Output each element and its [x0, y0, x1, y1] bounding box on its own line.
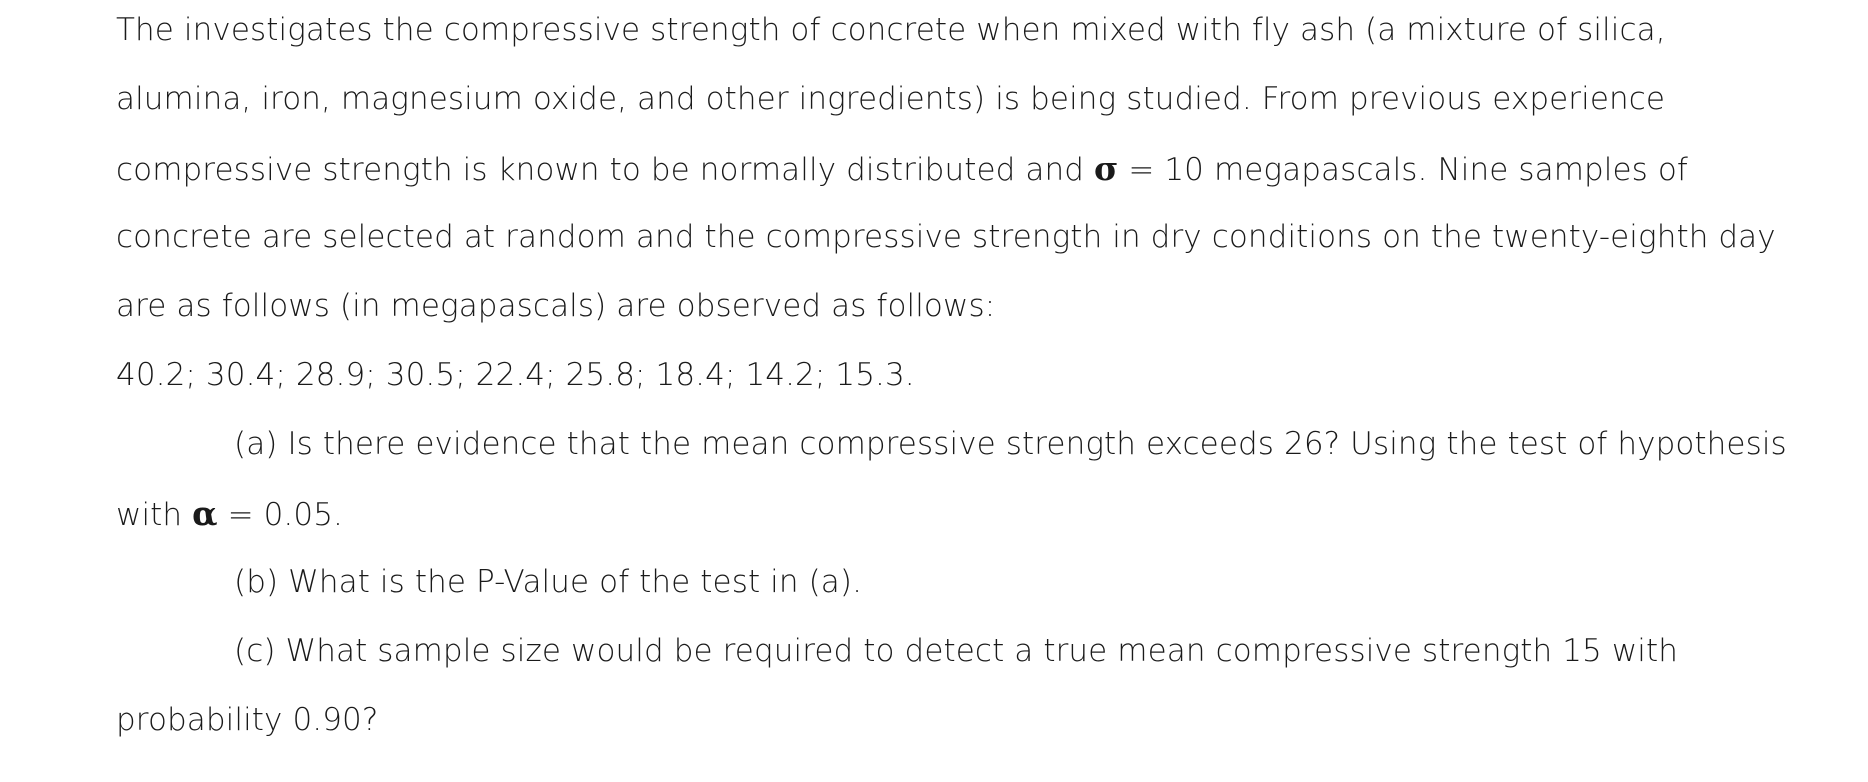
part-a-line-1: (a) Is there evidence that the mean compressive strength exceeds 26? Using the test of hypothesis: [234, 426, 1787, 462]
intro-line-2: alumina, iron, magnesium oxide, and other ingredients) is being studied. From previous experience: [116, 81, 1666, 117]
sample-data-line: 40.2; 30.4; 28.9; 30.5; 22.4; 25.8; 18.4; 14.2; 15.3.: [116, 357, 915, 393]
sigma-symbol: σ: [1093, 149, 1119, 188]
intro-line-3: [116, 134, 1688, 203]
part-b-line: (b) What is the P-Value of the test in (a).: [234, 564, 863, 600]
part-a-text-after: = 0.05.: [217, 497, 343, 533]
part-c-line-2: probability 0.90?: [116, 702, 379, 738]
line3-text-before: compressive strength is known to be normally distributed and: [116, 152, 1094, 188]
intro-line-1: The investigates the compressive strength of concrete when mixed with fly ash (a mixture of silica,: [116, 12, 1666, 48]
line3-text-after: = 10 megapascals. Nine samples of: [1118, 152, 1688, 188]
intro-line-4: concrete are selected at random and the compressive strength in dry conditions on the twenty-eighth day: [116, 219, 1776, 255]
alpha-symbol: α: [192, 494, 218, 533]
intro-line-5: are as follows (in megapascals) are observed as follows:: [116, 288, 996, 324]
part-c-line-1: (c) What sample size would be required to detect a true mean compressive strength 15 with: [234, 633, 1678, 669]
part-a-text-before: with: [116, 497, 193, 533]
part-a-line-2: [116, 479, 343, 548]
